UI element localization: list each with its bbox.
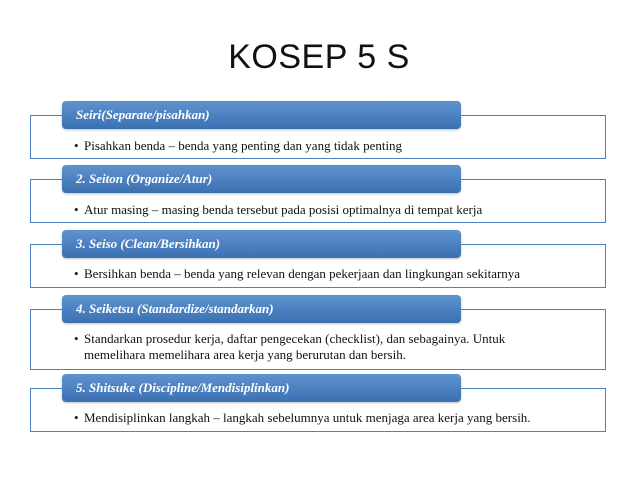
bullet-text: Pisahkan benda – benda yang penting dan yang tidak penting [84, 138, 403, 153]
item-text-seiketsu [74, 331, 584, 363]
item-text-seiton [74, 202, 584, 218]
item-text-seiso [74, 266, 584, 282]
bullet-icon: • [74, 266, 79, 281]
bullet-icon: • [74, 331, 79, 346]
item-text-shitsuke [74, 410, 584, 426]
item-header-seiketsu: 4. Seiketsu (Standardize/standarkan) [62, 295, 461, 323]
item-header-seiri: Seiri(Separate/pisahkan) [62, 101, 461, 129]
bullet-icon: • [74, 138, 79, 153]
item-text-seiri [74, 138, 584, 154]
item-header-seiso: 3. Seiso (Clean/Bersihkan) [62, 230, 461, 258]
item-header-seiton: 2. Seiton (Organize/Atur) [62, 165, 461, 193]
bullet-text-line1: Standarkan prosedur kerja, daftar pengecekan (checklist), dan sebagainya. Untuk [84, 331, 506, 346]
bullet-icon: • [74, 410, 79, 425]
bullet-text: Mendisiplinkan langkah – langkah sebelumnya untuk menjaga area kerja yang bersih. [84, 410, 531, 425]
item-header-shitsuke: 5. Shitsuke (Discipline/Mendisiplinkan) [62, 374, 461, 402]
bullet-text: Bersihkan benda – benda yang relevan dengan pekerjaan dan lingkungan sekitarnya [84, 266, 521, 281]
bullet-icon: • [74, 202, 79, 217]
slide-title: KOSEP 5 S [228, 38, 410, 76]
bullet-text: Atur masing – masing benda tersebut pada posisi optimalnya di tempat kerja [84, 202, 483, 217]
bullet-text-line2: memelihara memelihara area kerja yang berurutan dan bersih. [84, 347, 406, 362]
